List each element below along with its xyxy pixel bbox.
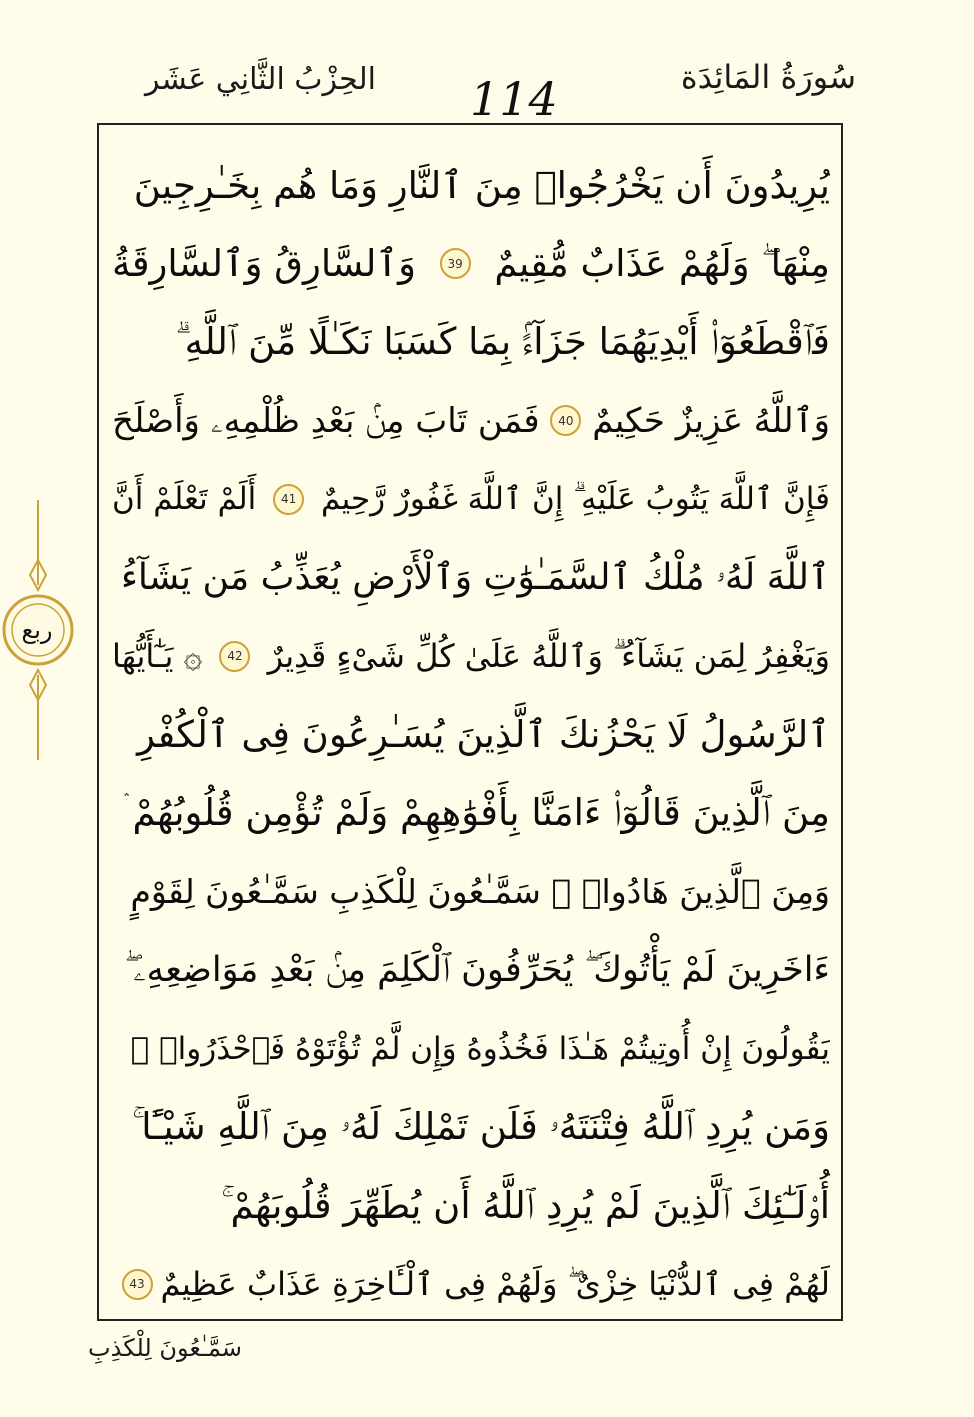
verse-lines bbox=[112, 146, 830, 1324]
line-text: وَيَغْفِرُ لِمَن يَشَآءُ ۗ وَٱللَّهُ عَلَىٰ كُلِّ شَىْءٍ قَدِيرٌ bbox=[267, 636, 830, 675]
line-text: مِنْهَا ۖ وَلَهُمْ عَذَابٌ مُّقِيمٌ bbox=[494, 241, 830, 285]
hizb-label: الحِزْبُ الثَّانِي عَشَر bbox=[145, 62, 376, 97]
verse-line bbox=[112, 1167, 830, 1246]
verse-line bbox=[112, 1088, 830, 1167]
page-number: 114 bbox=[470, 72, 558, 126]
line-text: وَمِنَ ٱلَّذِينَ هَادُوا۟ ۛ سَمَّـٰعُونَ لِلْكَذِبِ سَمَّـٰعُونَ لِقَوْمٍ bbox=[130, 872, 830, 912]
verse-line bbox=[112, 146, 830, 225]
ayah-number-marker: 40 bbox=[550, 405, 581, 436]
verse-line bbox=[112, 460, 830, 539]
line-text: أَلَمْ تَعْلَمْ أَنَّ bbox=[112, 481, 257, 518]
verse-line bbox=[112, 931, 830, 1010]
line-text: أُو۟لَـٰٓئِكَ ٱلَّذِينَ لَمْ يُرِدِ ٱللَّهُ أَن يُطَهِّرَ قُلُوبَهُمْ ۚ bbox=[221, 1183, 830, 1227]
verse-line bbox=[112, 382, 830, 461]
verse-line bbox=[112, 1245, 830, 1324]
surah-name: سُورَةُ المَائِدَة bbox=[680, 58, 856, 96]
line-text: وَٱلسَّارِقُ وَٱلسَّارِقَةُ bbox=[112, 242, 416, 286]
ayah-number-marker: 43 bbox=[122, 1269, 153, 1300]
ayah-number-marker: 42 bbox=[219, 641, 250, 672]
line-text: ٱلرَّسُولُ لَا يَحْزُنكَ ٱلَّذِينَ يُسَـٰرِعُونَ فِى ٱلْكُفْرِ bbox=[137, 713, 830, 757]
verse-line bbox=[112, 617, 830, 696]
verse-line bbox=[112, 696, 830, 775]
catchword: سَمَّـٰعُونَ لِلْكَذِبِ bbox=[88, 1334, 242, 1362]
verse-line bbox=[112, 303, 830, 382]
line-text: وَٱللَّهُ عَزِيزٌ حَكِيمٌ bbox=[592, 401, 830, 442]
line-text: يَقُولُونَ إِنْ أُوتِيتُمْ هَـٰذَا فَخُذُوهُ وَإِن لَّمْ تُؤْتَوْهُ فَٱحْذَرُوا۟ ۚ bbox=[130, 1030, 830, 1067]
line-text: وَمَن يُرِدِ ٱللَّهُ فِتْنَتَهُۥ فَلَن تَمْلِكَ لَهُۥ مِنَ ٱللَّهِ شَيْـًٔا ۚ bbox=[132, 1105, 830, 1149]
line-text: ٱللَّهَ لَهُۥ مُلْكُ ٱلسَّمَـٰوَٰتِ وَٱلْأَرْضِ يُعَذِّبُ مَن يَشَآءُ bbox=[120, 556, 830, 598]
ayah-number-marker: 41 bbox=[273, 484, 304, 515]
verse-line bbox=[112, 539, 830, 618]
line-text: لَهُمْ فِى ٱلدُّنْيَا خِزْىٌ ۖ وَلَهُمْ فِى ٱلْـَٔاخِرَةِ عَذَابٌ عَظِيمٌ bbox=[160, 1264, 830, 1303]
quarter-label: ربع bbox=[21, 616, 53, 644]
line-text: فَإِنَّ ٱللَّهَ يَتُوبُ عَلَيْهِ ۗ إِنَّ ٱللَّهَ غَفُورٌ رَّحِيمٌ bbox=[320, 480, 830, 517]
ayah-number-marker: 39 bbox=[440, 248, 471, 279]
line-text: فَمَن تَابَ مِنۢ بَعْدِ ظُلْمِهِۦ وَأَصْلَحَ bbox=[112, 400, 540, 441]
verse-line bbox=[112, 1010, 830, 1089]
line-text: فَٱقْطَعُوٓا۟ أَيْدِيَهُمَا جَزَآءًۢ بِمَا كَسَبَا نَكَـٰلًا مِّنَ ٱللَّهِ ۗ bbox=[175, 320, 830, 364]
line-text: مِنَ ٱلَّذِينَ قَالُوٓا۟ ءَامَنَّا بِأَفْوَٰهِهِمْ وَلَمْ تُؤْمِن قُلُوبُهُمْ ۛ bbox=[123, 791, 830, 835]
verse-line bbox=[112, 853, 830, 932]
line-text: ءَاخَرِينَ لَمْ يَأْتُوكَ ۖ يُحَرِّفُونَ ٱلْكَلِمَ مِنۢ بَعْدِ مَوَاضِعِهِۦ ۖ bbox=[124, 950, 830, 991]
verse-line bbox=[112, 225, 830, 304]
verse-line bbox=[112, 774, 830, 853]
line-text: يُرِيدُونَ أَن يَخْرُجُوا۟ مِنَ ٱلنَّارِ وَمَا هُم بِخَـٰرِجِينَ bbox=[133, 163, 830, 207]
line-text: ۞ يَـٰٓأَيُّهَا bbox=[112, 637, 203, 676]
